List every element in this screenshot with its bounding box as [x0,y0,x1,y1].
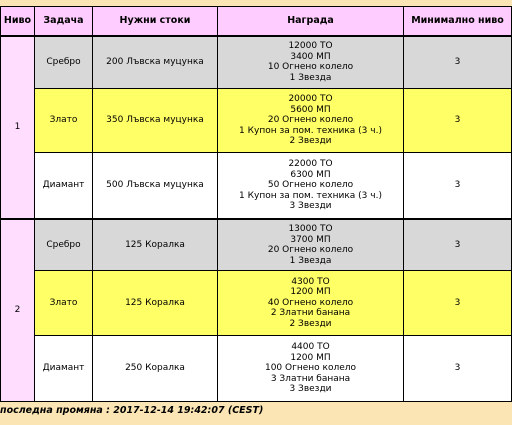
goods-cell: 250 Коралка [93,335,218,401]
reward-line: 20000 ТО [288,94,333,105]
level-group [1,36,512,219]
header-goods: Нужни стоки [93,7,218,37]
task-cell: Диамант [35,152,93,218]
reward-line: 3400 МП [290,51,331,62]
reward-line: 10 Огнено колело [267,62,354,73]
header-level: Ниво [1,7,35,37]
header-reward: Награда [218,7,404,37]
reward-cell [218,152,404,218]
reward-cell [218,335,404,401]
reward-line: 2 Звезди [289,318,332,329]
reward-cell [218,88,404,152]
reward-cell [218,219,404,271]
last-modified-text: последна промяна : 2017-12-14 19:42:07 (CEST) [0,405,264,416]
level-group [1,219,512,402]
min-level-cell: 3 [404,219,512,271]
goods-cell: 125 Коралка [93,219,218,271]
table-row [1,271,512,335]
min-level-cell: 3 [404,88,512,152]
level-cell: 2 [1,219,35,402]
reward-line: 2 Звезди [289,136,332,147]
min-level-cell: 3 [404,271,512,335]
reward-line: 3 Звезди [289,384,332,395]
reward-line: 40 Огнено колело [267,297,354,308]
task-cell: Сребро [35,36,93,88]
reward-line: 12000 ТО [288,41,333,52]
reward-line: 5600 МП [290,104,331,115]
reward-line: 1200 МП [290,352,331,363]
reward-line: 13000 ТО [288,224,333,235]
table-row [1,219,512,271]
table-row [1,335,512,401]
table-row [1,152,512,218]
reward-line: 4400 ТО [291,342,330,353]
task-cell: Злато [35,271,93,335]
reward-line: 20 Огнено колело [267,115,354,126]
reward-line: 1 Купон за пом. техника (3 ч.) [239,190,382,201]
min-level-cell: 3 [404,335,512,401]
task-cell: Злато [35,88,93,152]
header-min-level: Минимално ниво [404,7,512,37]
reward-line: 3700 МП [290,234,331,245]
reward-line: 22000 ТО [288,159,333,170]
reward-line: 20 Огнено колело [267,245,354,256]
reward-line: 100 Огнено колело [264,363,356,374]
goods-cell: 200 Лъвска муцунка [93,36,218,88]
level-cell: 1 [1,36,35,219]
tasks-table [0,6,512,402]
min-level-cell: 3 [404,152,512,218]
reward-line: 1200 МП [290,287,331,298]
reward-line: 3 Златни банана [270,373,351,384]
reward-line: 3 Звезди [289,201,332,212]
reward-line: 1 Купон за пом. техника (3 ч.) [239,125,382,136]
reward-line: 4300 ТО [291,276,330,287]
table-row [1,36,512,88]
task-cell: Сребро [35,219,93,271]
goods-cell: 125 Коралка [93,271,218,335]
min-level-cell: 3 [404,36,512,88]
reward-line: 50 Огнено колело [267,180,354,191]
goods-cell: 350 Лъвска муцунка [93,88,218,152]
reward-line: 2 Златни банана [270,308,351,319]
reward-line: 6300 МП [290,169,331,180]
task-cell: Диамант [35,335,93,401]
header-row [1,7,512,37]
goods-cell: 500 Лъвска муцунка [93,152,218,218]
reward-cell [218,271,404,335]
reward-cell [218,36,404,88]
reward-line: 1 Звезда [289,255,332,266]
header-task: Задача [35,7,93,37]
reward-line: 1 Звезда [289,72,332,83]
table-row [1,88,512,152]
